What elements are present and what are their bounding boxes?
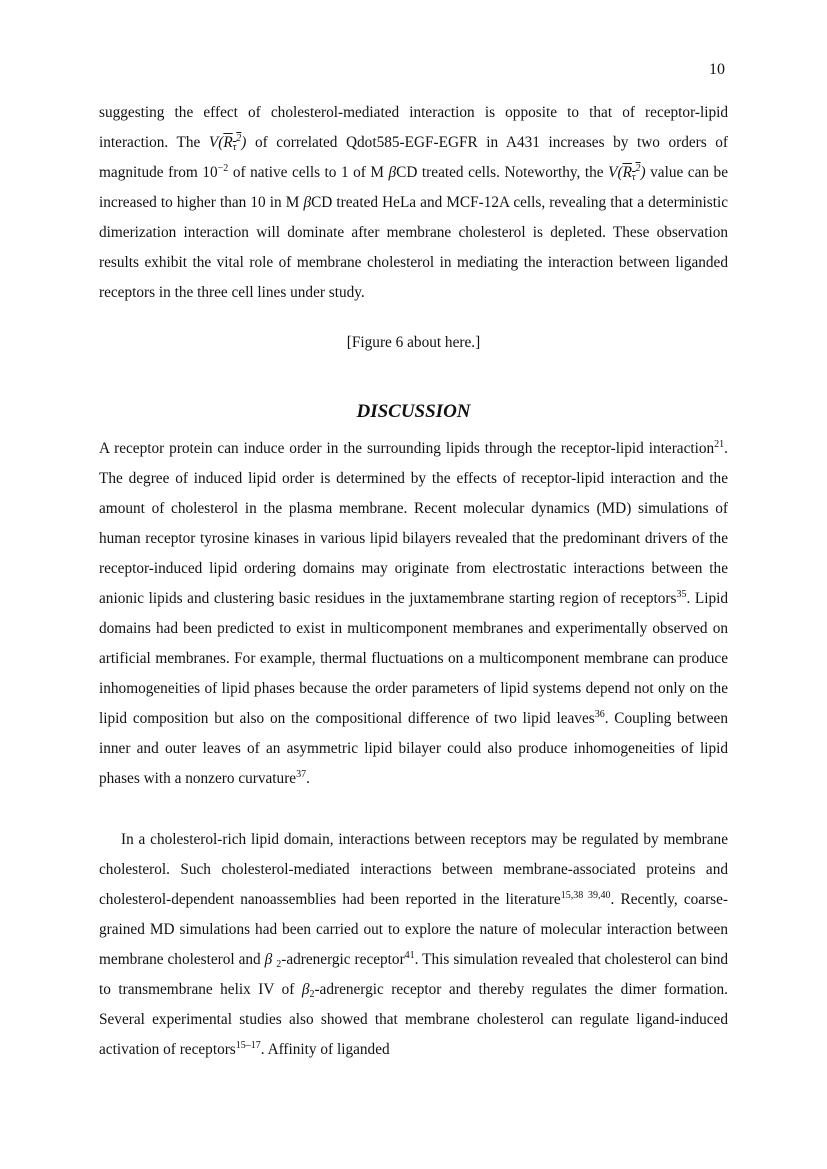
citation: 15–17 bbox=[235, 1040, 261, 1051]
paragraph-discussion-1 bbox=[99, 434, 728, 794]
paragraph-discussion-2 bbox=[99, 825, 728, 1065]
citation: 37 bbox=[296, 769, 307, 780]
text-run: CD treated cells. Noteworthy, the bbox=[396, 164, 609, 181]
text-run: . bbox=[306, 770, 310, 787]
subscript: 2 bbox=[309, 989, 315, 1000]
section-heading: DISCUSSION bbox=[356, 401, 471, 422]
math-beta: β bbox=[388, 164, 397, 181]
text-run: . Lipid domains had been predicted to exist in multicomponent membranes and experimentally observed on artificial membranes. For example, thermal fluctuations on a multicomponent membrane can produce inhomogeneities of lipid phases because the order parameters of lipid systems depend not only on the lipid composition but also on the compositional difference of two lipid leaves bbox=[99, 590, 728, 727]
citation: 36 bbox=[594, 709, 605, 720]
text-run: -adrenergic receptor bbox=[281, 951, 405, 968]
text-run: In a cholesterol-rich lipid domain, interactions between receptors may be regulated by membrane cholesterol. Such cholesterol-mediated interactions between membrane-associated proteins and cholesterol-dependent nanoassemblies had been reported in the literature bbox=[99, 831, 728, 908]
text-run: -adrenergic receptor and thereby regulates the dimer formation. Several experimental studies also showed that membrane cholesterol can regulate ligand-induced activation of receptors bbox=[99, 981, 728, 1058]
text-run: . Coupling between inner and outer leaves of an asymmetric lipid bilayer could also produce inhomogeneities of lipid phases with a nonzero curvature bbox=[99, 710, 728, 787]
text-run: suggesting the effect of cholesterol-mediated interaction is opposite to that of receptor-lipid interaction. The bbox=[99, 104, 728, 151]
text-run: . Recently, coarse-grained MD simulations had been carried out to explore the nature of molecular interaction between membrane cholesterol and bbox=[99, 891, 728, 968]
citation: 41 bbox=[404, 950, 415, 961]
text-run: . Affinity of liganded bbox=[260, 1041, 390, 1058]
citation: 21 bbox=[714, 439, 725, 450]
math-beta: β bbox=[303, 194, 312, 211]
citation: 15,38 39,40 bbox=[560, 890, 611, 901]
math-beta: β bbox=[301, 981, 310, 998]
text-run: value can be increased to higher than 10 in M bbox=[99, 164, 728, 211]
superscript-exponent: −2 bbox=[217, 163, 229, 174]
figure-placeholder: [Figure 6 about here.] bbox=[346, 334, 481, 351]
math-beta: β bbox=[264, 951, 273, 968]
text-run: CD treated HeLa and MCF-12A cells, revealing that a deterministic dimerization interaction will dominate after membrane cholesterol is depleted. These observation results exhibit the vital role of membrane cholesterol in mediating the interaction between liganded receptors in the three cell lines under study. bbox=[99, 194, 728, 301]
text-run: of native cells to 1 of M bbox=[228, 164, 389, 181]
citation: 35 bbox=[676, 589, 687, 600]
math-variance: $V(R_\tau^2)$ bbox=[608, 163, 646, 183]
text-run: . The degree of induced lipid order is determined by the effects of receptor-lipid interaction and the amount of cholesterol in the plasma membrane. Recent molecular dynamics (MD) simulations of human receptor tyrosine kinases in various lipid bilayers revealed that the predominant drivers of the receptor-induced lipid ordering domains may originate from electrostatic interactions between the anionic lipids and clustering basic residues in the juxtamembrane starting region of receptors bbox=[99, 440, 728, 607]
page-number: 10 bbox=[709, 61, 725, 78]
text-run: A receptor protein can induce order in the surrounding lipids through the receptor-lipid interaction bbox=[99, 440, 715, 457]
text-run: of correlated Qdot585-EGF-EGFR in A431 increases by two orders of magnitude from 10 bbox=[99, 134, 728, 181]
text-run: . This simulation revealed that cholesterol can bind to transmembrane helix IV of bbox=[99, 951, 728, 998]
math-variance: $V(R_\tau^2)$ bbox=[208, 133, 247, 153]
paragraph-results-cholesterol bbox=[99, 98, 728, 308]
subscript: 2 bbox=[276, 959, 282, 970]
